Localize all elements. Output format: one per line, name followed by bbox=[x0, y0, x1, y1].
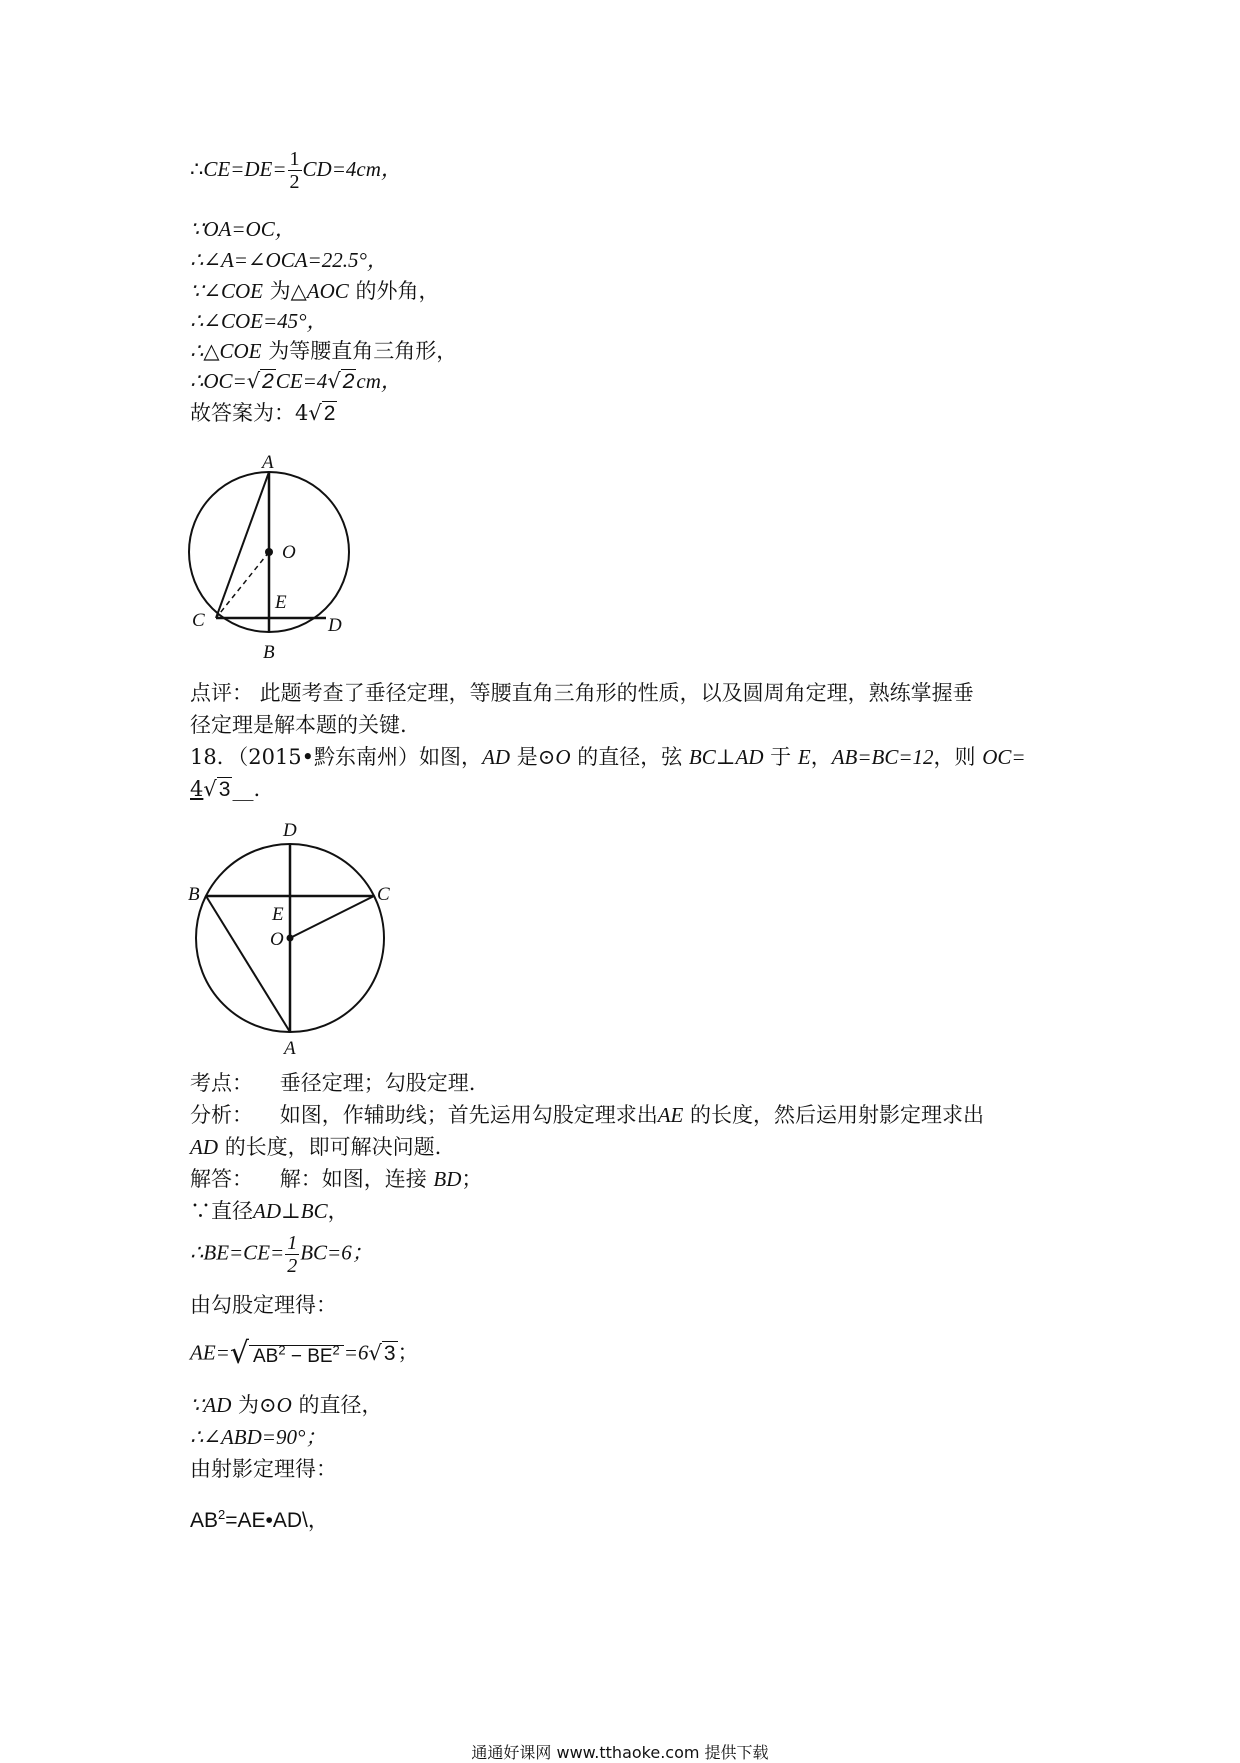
step-be-ce: ∴BE=CE= $\frac{1}{2}$ BC=6； bbox=[190, 1232, 373, 1277]
step-ae-value: AE=√ $AB^2 - BE^2 =6√3$； bbox=[190, 1336, 419, 1372]
line-coe-exterior: ∵∠COE 为△AOC 的外角， bbox=[190, 279, 440, 303]
fig2-segment-oc bbox=[290, 896, 374, 938]
line-answer-1: 故答案为：4√2 bbox=[190, 401, 336, 425]
fig1-label-d: D bbox=[328, 615, 342, 636]
fig1-label-a: A bbox=[262, 452, 274, 473]
jieda-line: 解答： 解：如图，连接 BD； bbox=[190, 1167, 483, 1191]
step-ab-squared: $AB^2=AE•AD\backslash$， bbox=[190, 1507, 329, 1532]
fraction-half-2: $\frac{1}{2}$ bbox=[287, 1232, 298, 1277]
kaodian-label: 考点： bbox=[190, 1071, 253, 1095]
fig1-label-e: E bbox=[275, 592, 287, 613]
line-coe-45: ∴∠COE=45°， bbox=[190, 309, 328, 333]
fig2-center-dot bbox=[287, 935, 294, 942]
fig2-label-e: E bbox=[272, 904, 284, 925]
review-line-1: 点评： 此题考查了垂径定理，等腰直角三角形的性质，以及圆周角定理，熟练掌握垂 bbox=[190, 681, 974, 705]
circle-figure-1 bbox=[180, 448, 360, 668]
line-ce-de: ∴CE=DE= $\frac{1}{2}$ CD=4cm， bbox=[190, 148, 402, 193]
fig1-label-c: C bbox=[192, 610, 205, 631]
step-angle-abd: ∴∠ABD=90°； bbox=[190, 1425, 327, 1449]
line-angle-a: ∴∠A=∠OCA=22.5°， bbox=[190, 248, 388, 272]
fig1-dashed-oc bbox=[216, 552, 269, 618]
review-line-2: 径定理是解本题的关键. bbox=[190, 713, 407, 737]
fig2-label-o: O bbox=[270, 929, 284, 950]
fig1-label-b: B bbox=[263, 642, 275, 663]
fig1-segment-ac bbox=[216, 472, 269, 618]
fig2-label-b: B bbox=[188, 884, 200, 905]
question-18-answer: 4√3__. bbox=[190, 777, 261, 801]
circle-figure-2 bbox=[180, 810, 400, 1060]
fenxi-line-2: AD 的长度，即可解决问题. bbox=[190, 1135, 442, 1159]
jieda-label: 解答： bbox=[190, 1167, 253, 1191]
fig1-label-o: O bbox=[282, 542, 296, 563]
step-diameter-perp: ∵直径AD⊥BC， bbox=[190, 1199, 349, 1223]
fenxi-line-1: 分析： 如图，作辅助线；首先运用勾股定理求出AE 的长度，然后运用射影定理求出 bbox=[190, 1103, 985, 1127]
fig2-label-c: C bbox=[377, 884, 390, 905]
line-oa-oc: ∵OA=OC， bbox=[190, 217, 296, 241]
fig2-label-d: D bbox=[283, 820, 297, 841]
fenxi-label: 分析： bbox=[190, 1103, 253, 1127]
kaodian-line: 考点： 垂径定理；勾股定理. bbox=[190, 1071, 476, 1095]
step-pythagoras-label: 由勾股定理得： bbox=[190, 1293, 337, 1317]
fig1-center-dot bbox=[265, 548, 273, 556]
step-projection-label: 由射影定理得： bbox=[190, 1457, 337, 1481]
fig2-label-a: A bbox=[284, 1038, 296, 1059]
question-18: 18．（2015•黔东南州）如图，AD 是⊙O 的直径，弦 BC⊥AD 于 E，AB=BC=12，则 OC= bbox=[190, 745, 1026, 769]
step-ad-diameter: ∵AD 为⊙O 的直径， bbox=[190, 1393, 383, 1417]
line-isosceles: ∴△COE 为等腰直角三角形， bbox=[190, 339, 458, 363]
fraction-half: $\frac{1}{2}$ bbox=[289, 148, 300, 193]
line-oc-value: ∴OC=√2CE=4√2cm， bbox=[190, 369, 402, 393]
page-footer: 通通好课网 www.tthaoke.com 提供下载 bbox=[471, 1743, 769, 1762]
